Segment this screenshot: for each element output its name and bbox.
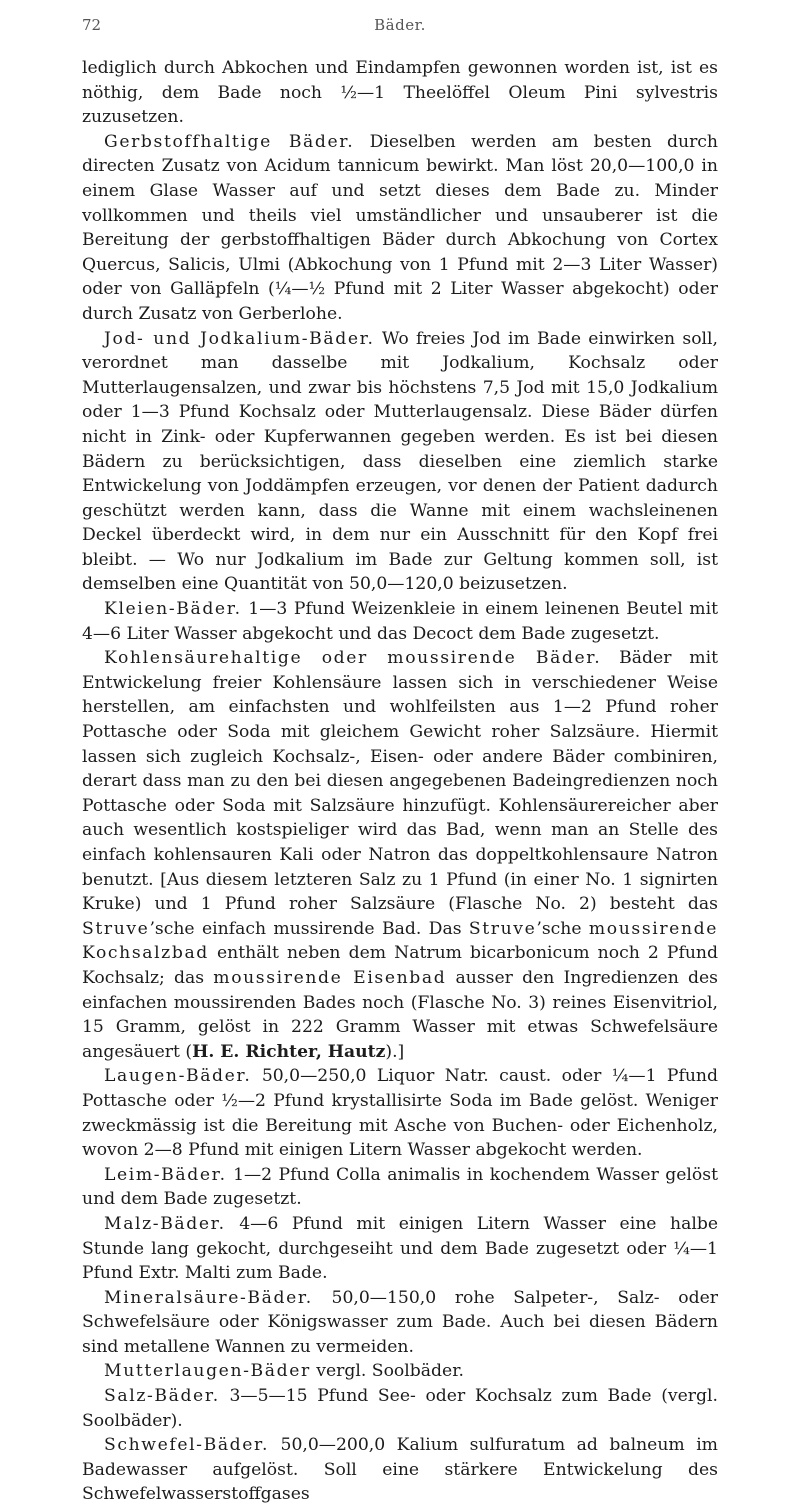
spaced-term: Struve (82, 918, 150, 939)
paragraph (82, 1433, 718, 1507)
spaced-term: Malz-Bäder. (104, 1213, 226, 1234)
spaced-term: Leim-Bäder. (104, 1164, 227, 1185)
paragraph (82, 130, 718, 327)
body-text (82, 56, 718, 1507)
paragraph (82, 1212, 718, 1286)
paragraph (82, 327, 718, 598)
spaced-term: Laugen-Bäder. (104, 1066, 252, 1087)
page-number: 72 (82, 16, 102, 34)
text-run: ’sche einfach mussirende Bad. Das (149, 918, 469, 939)
paragraph (82, 1359, 718, 1384)
spaced-term: Kohlensäurehaltige oder moussirende Bäder. (104, 648, 602, 669)
spaced-term: Mineralsäure-Bäder. (104, 1287, 313, 1308)
text-run: Bäder mit Entwickelung freier Kohlensäure lassen sich in verschiedener Weise herstellen, am einfachsten und wohlfeilsten aus 1—2 Pfund roher Pottasche oder Soda mit gleichem Gewicht roher Salzsäure. Hiermit lassen sich zugleich Kochsalz-, Eisen- oder andere Bäder combiniren, derart dass man zu den bei diesen angegebenen Badeingredienzen noch Pottasche oder Soda mit Salzsäure hinzufügt. Kohlensäurereicher aber auch wesentlich kostspieliger wird das Bad, wenn man an Stelle des einfach kohlensauren Kali oder Natron das doppeltkohlensaure Natron benutzt. [Aus diesem letzteren Salz zu 1 Pfund (in einer No. 1 signirten Kruke) und 1 Pfund roher Salzsäure (Flasche No. 2) besteht das (82, 648, 718, 915)
spaced-term: Jod- und Jodkalium-Bäder. (104, 328, 375, 349)
paragraph (82, 1064, 718, 1162)
author-name: H. E. Richter, Hautz (192, 1041, 386, 1062)
text-run: enthält neben dem Natrum bicarbonicum noch 2 Pfund Kochsalz; das (82, 943, 718, 988)
text-run: 50,0—250,0 Liquor Natr. caust. oder ¼—1 Pfund Pottasche oder ½—2 Pfund krystallisirte Soda im Bade gelöst. Weniger zweckmässig ist die Bereitung mit Asche von Buchen- oder Eichenholz, wovon 2—8 Pfund mit einigen Litern Wasser abgekocht werden. (82, 1066, 718, 1161)
text-run: 1—3 Pfund Weizenkleie in einem leinenen Beutel mit 4—6 Liter Wasser abgekocht und das Decoct dem Bade zugesetzt. (82, 599, 718, 644)
text-run: ’sche (536, 918, 589, 939)
paragraph (82, 597, 718, 646)
text-run: 1—2 Pfund Colla animalis in kochendem Wasser gelöst und dem Bade zugesetzt. (82, 1164, 718, 1210)
spaced-term: Schwefel-Bäder. (104, 1435, 270, 1456)
text-run: 4—6 Pfund mit einigen Litern Wasser eine halbe Stunde lang gekocht, durchgeseiht und dem Bade zugesetzt oder ¼—1 Pfund Extr. Malti zum Bade. (82, 1213, 718, 1284)
text-run: 3—5—15 Pfund See- oder Kochsalz zum Bade (vergl. Soolbäder). (82, 1386, 718, 1431)
spaced-term: moussirende Eisenbad (213, 967, 447, 988)
spaced-term: Gerbstoffhaltige Bäder. (104, 131, 355, 152)
text-run: Dieselben werden am besten durch directen Zusatz von Acidum tannicum bewirkt. Man löst 20,0—100,0 in einem Glase Wasser auf und setzt dieses dem Bade zu. Minder vollkommen und theils viel umständlicher und unsauberer ist die Bereitung der gerbstoffhaltigen Bäder durch Abkochung von Cortex Quercus, Salicis, Ulmi (Abkochung von 1 Pfund mit 2—3 Liter Wasser) oder von Galläpfeln (¼—½ Pfund mit 2 Liter Wasser abgekocht) oder durch Zusatz von Gerberlohe. (82, 131, 718, 324)
paragraph (82, 1384, 718, 1433)
spaced-term: Salz-Bäder. (104, 1386, 220, 1407)
text-run: ).] (385, 1041, 405, 1062)
spaced-term: Kleien-Bäder. (104, 599, 242, 620)
text-run: ausser den Ingredienzen des einfachen moussirenden Bades noch (Flasche No. 3) reines Eisenvitriol, 15 Gramm, gelöst in 222 Gramm Wasser mit etwas Schwefelsäure angesäuert ( (82, 967, 718, 1062)
spaced-term: Mutterlaugen-Bäder (104, 1361, 311, 1382)
text-run: vergl. Soolbäder. (310, 1361, 464, 1382)
paragraph (82, 56, 718, 130)
spaced-term: Struve (468, 918, 537, 939)
paragraph (82, 1286, 718, 1360)
paragraph (82, 1163, 718, 1212)
page-header (82, 16, 718, 42)
running-title: Bäder. (374, 16, 426, 34)
text-run: 50,0—150,0 rohe Salpeter-, Salz- oder Schwefelsäure oder Königswasser zum Bade. Auch bei diesen Bädern sind metallene Wannen zu vermeiden. (82, 1287, 718, 1357)
text-run: 50,0—200,0 Kalium sulfuratum ad balneum im Badewasser aufgelöst. Soll eine stärkere Entwickelung des Schwefelwasserstoffgases (82, 1435, 718, 1505)
text-run: lediglich durch Abkochen und Eindampfen gewonnen worden ist, ist es nöthig, dem Bade noch ½—1 Theelöffel Oleum Pini sylvestris zuzusetzen. (82, 58, 718, 128)
text-run: Wo freies Jod im Bade einwirken soll, verordnet man dasselbe mit Jodkalium, Kochsalz oder Mutterlaugensalzen, und zwar bis höchstens 7,5 Jod mit 15,0 Jodkalium oder 1—3 Pfund Kochsalz oder Mutterlaugensalz. Diese Bäder dürfen nicht in Zink- oder Kupferwannen gegeben werden. Es ist bei diesen Bädern zu berücksichtigen, dass dieselben eine ziemlich starke Entwickelung von Joddämpfen erzeugen, vor denen der Patient dadurch geschützt werden kann, dass die Wanne mit einem wachsleinenen Deckel überdeckt wird, in dem nur ein Ausschnitt für den Kopf frei bleibt. — Wo nur Jodkalium im Bade zur Geltung kommen soll, ist demselben eine Quantität von 50,0—120,0 beizusetzen. (82, 328, 718, 595)
paragraph (82, 646, 718, 1064)
spaced-term: moussirende Kochsalzbad (82, 918, 718, 964)
